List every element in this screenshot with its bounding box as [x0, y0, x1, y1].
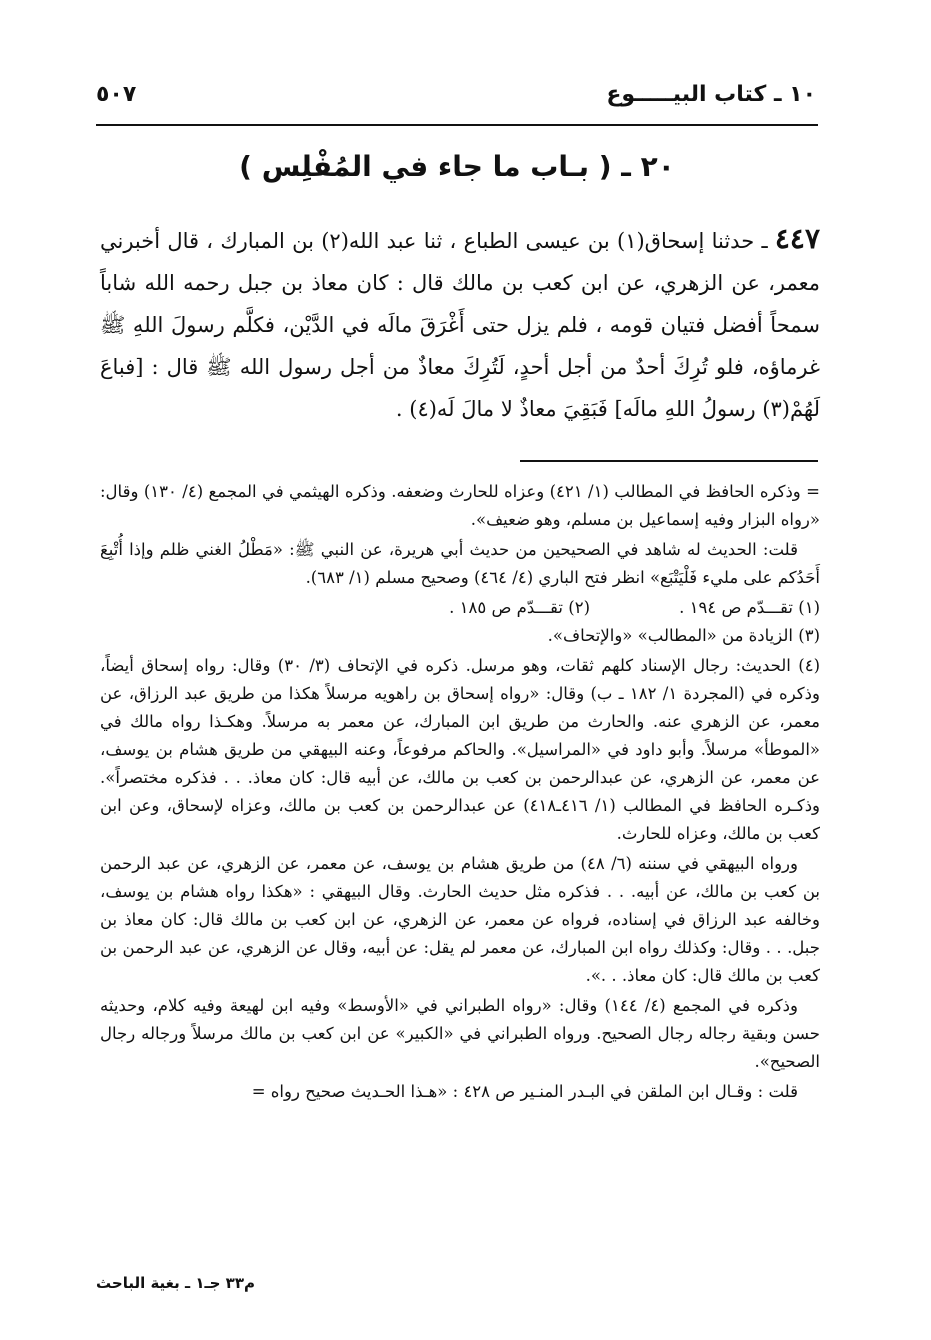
footnote-paragraph: قلت : وقـال ابن الملقن في البـدر المنـير ص ٤٢٨ : «هـذا الحـديث صحيح رواه =: [251, 1082, 798, 1101]
footnote-4: (٤) الحديث: رجال الإسناد كلهم ثقات، وهو مرسل. ذكره في الإتحاف (٣/ ٣٠) وقال: رواه إسحاق أيضاً، وذكره في (المجردة ١/ ١٨٢ ـ ب) وقال: «رواه إسحاق بن راهويه مرسلاً هكذا من طريق عبد الرزاق، عن معمر، عن الزهري عنه. والحارث من طريق ابن المبارك، عن معمر به مرسلاً. وهكـذا رواه مالك في «الموطأ» مرسلاً. وأبو داود في «المراسيل». والحاكم مرفوعاً، وعنه البيهقي من طريق هشام بن يوسف، عن معمر، عن الزهري، عن عبدالرحمن بن كعب بن مالك، عن أبيه قال: كان معاذ. . . فذكره مختصراً». وذكـره الحافظ في المطالب (١/ ٤١٦ـ٤١٨) عن عبدالرحمن بن كعب بن مالك، وعزاه لإسحاق، وعن ابن كعب بن مالك، وعزاه للحارث.: [100, 656, 821, 843]
footnote-2: (٢) تقـــدّم ص ١٨٥ .: [449, 598, 590, 617]
footnote-refs: [100, 594, 820, 622]
hadith-text: [100, 218, 820, 430]
footnote-paragraph: ورواه البيهقي في سننه (٦/ ٤٨) من طريق هشام بن يوسف، عن معمر، عن الزهري، عن عبد الرحمن بن كعب بن مالك، عن أبيه. . . فذكره مثل حديث الحارث. وقال البيهقي : «هكذا رواه هشام بن يوسف، وخالفه عبد الرزاق في إسناده، فرواه عن معمر، عن الزهري، عن ابن كعب بن مالك قال: كان معاذ بن جبل. . . وقال: وكذلك رواه ابن المبارك، عن معمر لم يقل: عن أبيه، وقال عن الزهري، عن عبد الرحمن بن كعب بن مالك قال: كان معاذ. . .».: [100, 854, 820, 985]
footnotes: [100, 478, 820, 1108]
header-rule: [96, 124, 818, 126]
running-title: ١٠ ـ كتاب البيـــــوع: [606, 82, 816, 107]
page-footer: م٣٣ جـ١ ـ بغية الباحث: [96, 1274, 255, 1292]
footnote-paragraph: وذكره في المجمع (٤/ ١٤٤) وقال: «رواه الطبراني في «الأوسط» وفيه ابن لهيعة وفيه كلام، وحديثه حسن وبقية رجاله رجال الصحيح. ورواه الطبراني في «الكبير» عن ابن كعب بن مالك مرسلاً ورجاله رجال الصحيح».: [100, 996, 820, 1071]
hadith-number: ٤٤٧: [774, 222, 820, 255]
footnote-rule: [520, 460, 818, 462]
footnote-paragraph: قلت: الحديث له شاهد في الصحيحين من حديث أبي هريرة، عن النبي ﷺ: «مَطْلُ الغني ظلم وإذا أُتْبِعَ أَحَدُكم على مليء فَلْيَتْبَع» انظر فتح الباري (٤/ ٤٦٤) وصحيح مسلم (١/ ٦٨٣).: [100, 540, 820, 587]
footnote-continuation: = وذكره الحافظ في المطالب (١/ ٤٢١) وعزاه للحارث وضعفه. وذكره الهيثمي في المجمع (٤/ ١٣٠) وقال: «رواه البزار وفيه إسماعيل بن مسلم، وهو ضعيف».: [100, 482, 820, 529]
page-number: ٥٠٧: [96, 82, 137, 107]
footnote-1: (١) تقـــدّم ص ١٩٤ .: [679, 598, 820, 617]
page-header: [96, 82, 816, 122]
hadith-body: ـ حدثنا إسحاق(١) بن عيسى الطباع ، ثنا عبد الله(٢) بن المبارك ، قال أخبرني معمر، عن الزهري، عن ابن كعب بن مالك قال : كان معاذ بن جبل رحمه الله شاباً سمحاً أفضل فتيان قومه ، فلم يزل حتى أَغْرَقَ مالَه في الدَّيْن، فكلَّم رسولَ اللهِ ﷺ غرماؤه، فلو تُرِكَ أحدٌ من أجل أحدٍ، لَتُرِكَ معاذٌ من أجل رسول الله ﷺ قال : [فباعَ لَهُمْ(٣) رسولُ اللهِ مالَه] فَبَقِيَ معاذٌ لا مالَ لَه(٤) .: [100, 229, 820, 421]
footnote-3: (٣) الزيادة من «المطالب» «والإتحاف».: [547, 626, 820, 645]
chapter-heading: ٢٠ ـ ( بـاب ما جاء في المُفْلِس ): [239, 150, 675, 183]
